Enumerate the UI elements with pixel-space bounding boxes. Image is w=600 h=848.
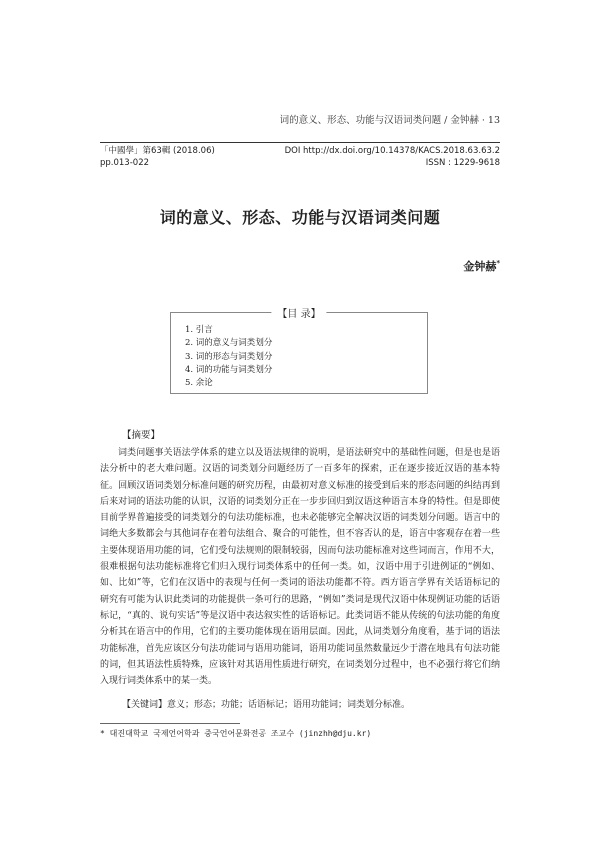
toc-item: 3. 词的形态与词类划分 [185,351,273,362]
journal-name: 「中國學」第63輯 (2018.06) [100,146,215,156]
toc-title: 【目 录】 [271,305,326,320]
abstract-label: 【摘要】 [122,430,161,441]
toc-item: 1. 引言 [185,325,213,335]
author [463,258,500,274]
running-head: 词的意义、形态、功能与汉语词类问题 / 金钟赫 · 13 [279,115,500,126]
paper-title: 词的意义、形态、功能与汉语词类问题 [159,208,441,227]
page-range: pp.013-022 [100,158,150,168]
journal-meta [100,142,500,169]
doi-link[interactable]: DOI http://dx.doi.org/10.14378/KACS.2018.63.63.2 [284,146,500,156]
abstract-text: 词类问题事关语法学体系的建立以及语法规律的说明，是语法研究中的基础性问题，但是也是语法分析中的老大难问题。汉语的词类划分问题经历了一百多年的探索，正在逐步接近汉语的基本特征。回顾汉语词类划分标准问题的研究历程，由最初对意义标准的接受到后来的形态问题的纠结再到后来对词的语法功能的认识，汉语的词类划分正在一步步回归到汉语这种语言本身的特性。但是即使目前学界普遍接受的词类划分的句法功能标准，也未必能够完全解决汉语的词类划分问题。语言中的词绝大多数都会与其他词存在着句法组合、聚合的可能性，但不容否认的是，语言中客观存在着一些主要体现语用功能的词，它们受句法规则的限制较弱，因而句法功能标准对这些词而言，作用不大，很难根据句法功能标准将它们归入现行词类体系中的任何一类。如，汉语中用于引进例证的“例如、如、比如”等，它们在汉语中的表现与任何一类词的语法功能都不符。西方语言学界有关话语标记的研究有可能为认识此类词的功能提供一条可行的思路，“例如”类词是现代汉语中体现例证功能的话语标记，“真的、说句实话”等是汉语中表达叙实性的话语标记。此类词语不能从传统的句法功能的角度分析其在语言中的作用，它们的主要功能体现在语用层面。因此，从词类划分角度看，基于词的语法功能标准，首先应该区分句法功能词与语用功能词，语用功能词虽然数量远少于潜在地具有句法功能的词，但其语法性质特殊，应该针对其语用性质进行研究，在词类划分过程中，也不必强行将它们纳入现行词类体系中的某一类。 [100,448,500,687]
toc-list [171,313,427,390]
toc-item: 4. 词的功能与词类划分 [185,364,273,375]
issn: ISSN : 1229-9618 [425,158,500,168]
toc-item: 5. 余论 [185,378,213,389]
author-affiliation-footnote: * 대진대학교 국제언어학과 중국언어문화전공 조교수 (jinzhh@dju.kr) [100,729,372,738]
table-of-contents [170,309,428,394]
author-name: 金钟赫 [463,260,497,273]
footnote-divider [100,723,240,724]
author-footnote-mark: * [496,258,500,268]
keywords: 【关键词】意义；形态；功能；话语标记；语用功能词；词类划分标准。 [122,700,411,710]
toc-item: 2. 词的意义与词类划分 [185,338,273,349]
